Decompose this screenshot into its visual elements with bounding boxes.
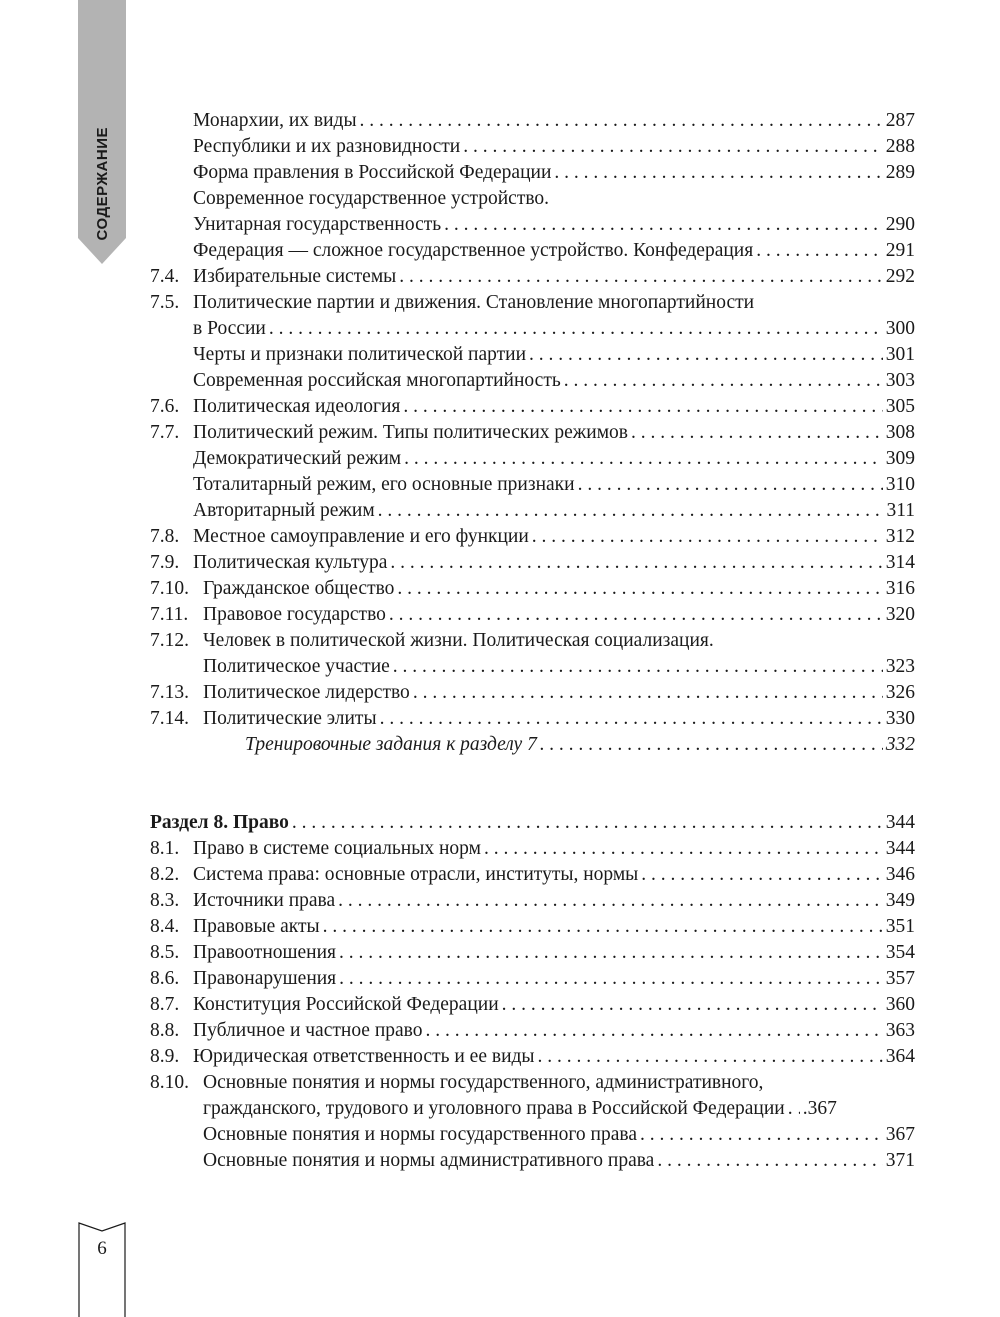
section-tab-label: СОДЕРЖАНИЕ: [93, 126, 111, 240]
toc-entry[interactable]: 7.10. Гражданское общество . . . 316: [150, 576, 915, 602]
toc-entry[interactable]: Монархии, их виды . . . 287: [150, 108, 915, 134]
toc-entry[interactable]: 8.3. Источники права . . . 349: [150, 888, 915, 914]
toc-entry[interactable]: 7.4. Избирательные системы . . . 292: [150, 264, 915, 290]
toc-entry[interactable]: 7.8. Местное самоуправление и его функции . . . 312: [150, 524, 915, 550]
toc-entry[interactable]: Федерация — сложное государственное устройство. Конфедерация . . . 291: [150, 238, 915, 264]
toc-entry[interactable]: Республики и их разновидности . . . 288: [150, 134, 915, 160]
toc-entry[interactable]: гражданского, трудового и уголовного права в Российской Федерации . . . .367: [150, 1096, 915, 1122]
page-tab-shape: [78, 1222, 126, 1317]
toc-entry: 7.12. Человек в политической жизни. Политическая социализация.: [150, 630, 714, 651]
toc-entry: 7.5. Политические партии и движения. Становление многопартийности: [150, 292, 755, 313]
toc-entry[interactable]: Демократический режим . . . 309: [150, 446, 915, 472]
toc-entry[interactable]: 8.8. Публичное и частное право . . . 363: [150, 1018, 915, 1044]
toc-entry[interactable]: Политическое участие . . . 323: [150, 654, 915, 680]
toc-entry[interactable]: 8.6. Правонарушения . . . 357: [150, 966, 915, 992]
toc-entry[interactable]: Авторитарный режим . . . 311: [150, 498, 915, 524]
toc-entry[interactable]: в России . . . 300: [150, 316, 915, 342]
toc-section-heading[interactable]: Раздел 8. Право . . . 344: [150, 810, 915, 836]
toc-entry[interactable]: 8.1. Право в системе социальных норм . . . 344: [150, 836, 915, 862]
toc-entry[interactable]: 7.13. Политическое лидерство . . . 326: [150, 680, 915, 706]
toc-entry[interactable]: 7.14. Политические элиты . . . 330: [150, 706, 915, 732]
toc-entry[interactable]: 8.5. Правоотношения . . . 354: [150, 940, 915, 966]
toc-entry[interactable]: 8.7. Конституция Российской Федерации . . . 360: [150, 992, 915, 1018]
toc-entry[interactable]: 8.9. Юридическая ответственность и ее виды . . . 364: [150, 1044, 915, 1070]
toc-entry[interactable]: Унитарная государственность . . . 290: [150, 212, 915, 238]
table-of-contents: [150, 108, 915, 1174]
toc-entry[interactable]: 8.2. Система права: основные отрасли, институты, нормы . . . 346: [150, 862, 915, 888]
toc-entry[interactable]: Современная российская многопартийность . . . 303: [150, 368, 915, 394]
toc-entry[interactable]: 7.9. Политическая культура . . . 314: [150, 550, 915, 576]
toc-entry[interactable]: Черты и признаки политической партии . . . 301: [150, 342, 915, 368]
section-tab: [78, 0, 126, 265]
toc-entry: 8.10. Основные понятия и нормы государственного, административного,: [150, 1072, 764, 1093]
toc-entry-training-tasks[interactable]: Тренировочные задания к разделу 7 . . . 332: [150, 732, 915, 758]
page-number-box: [78, 1222, 126, 1317]
toc-entry[interactable]: Форма правления в Российской Федерации . . . 289: [150, 160, 915, 186]
toc-entry[interactable]: Тоталитарный режим, его основные признаки . . . 310: [150, 472, 915, 498]
toc-entry[interactable]: Основные понятия и нормы административного права . . . 371: [150, 1148, 915, 1174]
toc-entry[interactable]: 7.6. Политическая идеология . . . 305: [150, 394, 915, 420]
toc-entry[interactable]: Основные понятия и нормы государственного права . . . 367: [150, 1122, 915, 1148]
toc-entry: Современное государственное устройство.: [193, 188, 550, 209]
page-number: 6: [97, 1238, 107, 1259]
toc-entry[interactable]: 8.4. Правовые акты . . . 351: [150, 914, 915, 940]
toc-entry[interactable]: 7.7. Политический режим. Типы политических режимов . . . 308: [150, 420, 915, 446]
toc-entry[interactable]: 7.11. Правовое государство . . . 320: [150, 602, 915, 628]
